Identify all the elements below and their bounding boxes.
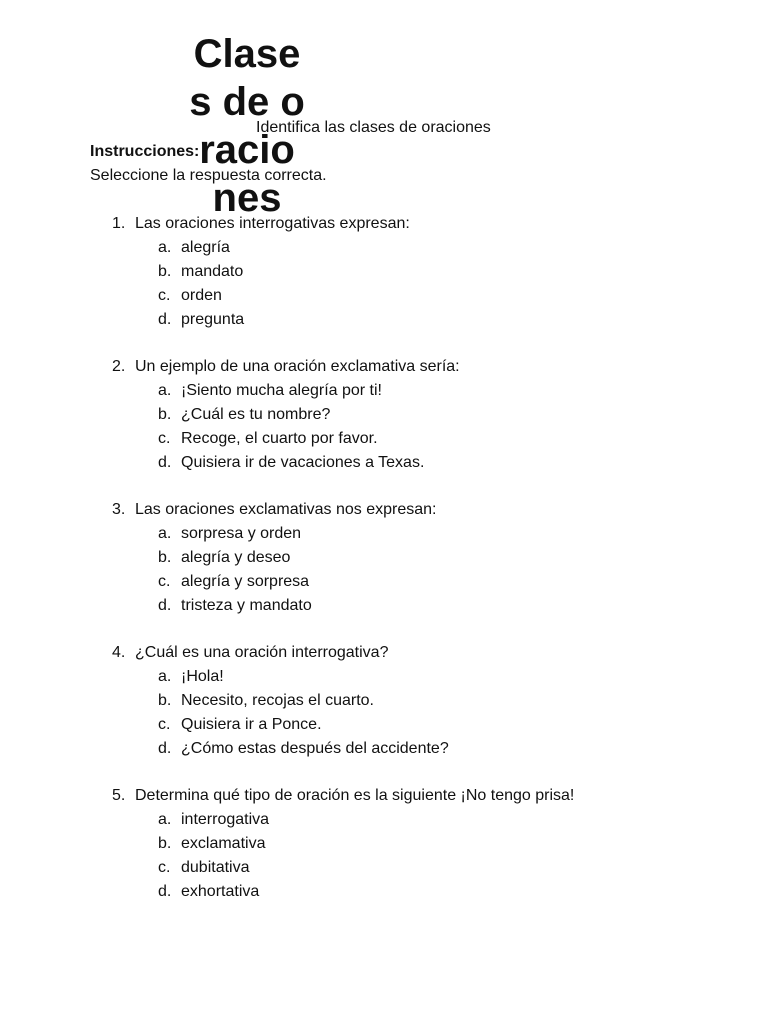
question-row (0, 212, 768, 236)
answer-option (0, 379, 768, 403)
option-letter: b. (158, 263, 172, 280)
option-letter: a. (158, 382, 172, 399)
question-row (0, 784, 768, 808)
question-number: 3. (112, 501, 126, 518)
option-letter: b. (158, 692, 172, 709)
option-letter: d. (158, 454, 172, 471)
question-text: Un ejemplo de una oración exclamativa sería: (135, 358, 460, 375)
answer-option (0, 713, 768, 737)
option-letter: c. (158, 859, 171, 876)
answer-option (0, 856, 768, 880)
question-number: 1. (112, 215, 126, 232)
option-letter: b. (158, 835, 172, 852)
option-text: pregunta (181, 311, 245, 328)
option-letter: c. (158, 573, 171, 590)
instructions-label: Instrucciones: (90, 143, 200, 160)
option-text: sorpresa y orden (181, 525, 302, 542)
answer-option (0, 236, 768, 260)
instructions-text: Seleccione la respuesta correcta. (90, 167, 327, 184)
option-letter: c. (158, 287, 171, 304)
option-text: orden (181, 287, 222, 304)
answer-option (0, 832, 768, 856)
answer-option (0, 427, 768, 451)
answer-option (0, 689, 768, 713)
answer-option (0, 403, 768, 427)
answer-option (0, 546, 768, 570)
option-text: Necesito, recojas el cuarto. (181, 692, 374, 709)
option-text: interrogativa (181, 811, 270, 828)
option-text: mandato (181, 263, 244, 280)
answer-option (0, 260, 768, 284)
question-text: Las oraciones interrogativas expresan: (135, 215, 410, 232)
question-row (0, 355, 768, 379)
document-subtitle: Identifica las clases de oraciones (256, 119, 491, 136)
option-text: exclamativa (181, 835, 266, 852)
question-3 (0, 498, 768, 618)
option-letter: d. (158, 740, 172, 757)
answer-option (0, 308, 768, 332)
option-text: ¡Hola! (181, 668, 224, 685)
question-row (0, 498, 768, 522)
option-text: ¡Siento mucha alegría por ti! (181, 382, 382, 399)
answer-option (0, 880, 768, 904)
option-text: ¿Cuál es tu nombre? (181, 406, 331, 423)
question-number: 2. (112, 358, 126, 375)
answer-option (0, 665, 768, 689)
question-row (0, 641, 768, 665)
option-text: dubitativa (181, 859, 250, 876)
option-letter: b. (158, 406, 172, 423)
option-letter: a. (158, 811, 172, 828)
option-letter: a. (158, 668, 172, 685)
option-text: alegría (181, 239, 230, 256)
question-text: Las oraciones exclamativas nos expresan: (135, 501, 437, 518)
question-text: ¿Cuál es una oración interrogativa? (135, 644, 389, 661)
answer-option (0, 570, 768, 594)
option-text: ¿Cómo estas después del accidente? (181, 740, 449, 757)
answer-option (0, 522, 768, 546)
question-1 (0, 212, 768, 332)
option-text: alegría y deseo (181, 549, 291, 566)
answer-option (0, 808, 768, 832)
option-letter: b. (158, 549, 172, 566)
answer-option (0, 451, 768, 475)
option-letter: c. (158, 430, 171, 447)
answer-option (0, 737, 768, 761)
option-letter: a. (158, 239, 172, 256)
option-text: Quisiera ir a Ponce. (181, 716, 322, 733)
answer-option (0, 284, 768, 308)
answer-option (0, 594, 768, 618)
document-title: Clases de oraciones (189, 32, 305, 220)
option-letter: d. (158, 597, 172, 614)
option-text: Recoge, el cuarto por favor. (181, 430, 378, 447)
question-number: 4. (112, 644, 126, 661)
option-letter: a. (158, 525, 172, 542)
option-letter: d. (158, 883, 172, 900)
option-letter: d. (158, 311, 172, 328)
question-5 (0, 784, 768, 904)
question-2 (0, 355, 768, 475)
option-text: Quisiera ir de vacaciones a Texas. (181, 454, 425, 471)
option-text: exhortativa (181, 883, 260, 900)
option-letter: c. (158, 716, 171, 733)
question-4 (0, 641, 768, 761)
option-text: tristeza y mandato (181, 597, 312, 614)
question-number: 5. (112, 787, 126, 804)
question-text: Determina qué tipo de oración es la siguiente ¡No tengo prisa! (135, 787, 575, 804)
option-text: alegría y sorpresa (181, 573, 310, 590)
